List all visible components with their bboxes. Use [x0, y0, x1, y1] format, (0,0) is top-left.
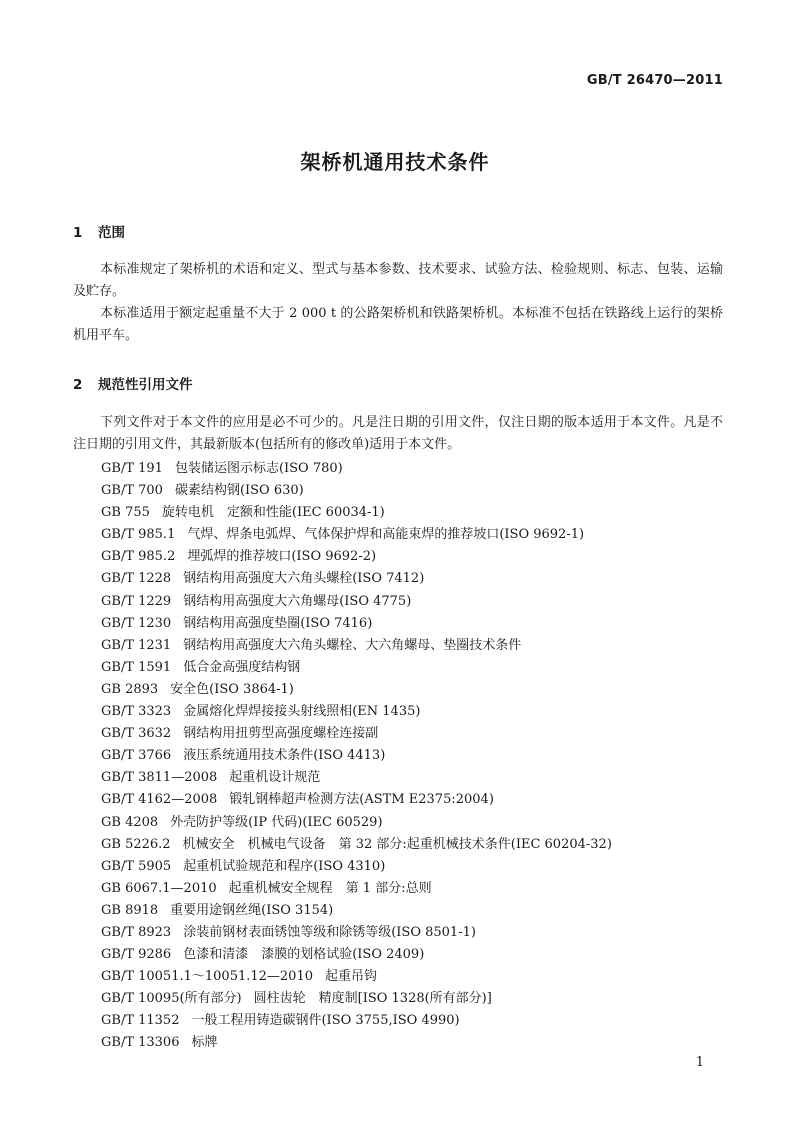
reference-title: 钢结构用高强度大六角头螺栓(ISO 7412) [183, 571, 425, 587]
section-2-title: 规范性引用文件 [98, 377, 193, 393]
reference-item [101, 502, 612, 524]
reference-item [101, 966, 612, 988]
reference-item [101, 812, 612, 834]
reference-code: GB/T 8923 [101, 924, 172, 940]
reference-code: GB 755 [101, 505, 150, 521]
reference-code: GB/T 11352 [101, 1013, 180, 1029]
reference-code: GB 4208 [101, 814, 159, 830]
reference-title: 锻轧钢棒超声检测方法(ASTM E2375:2004) [229, 792, 494, 808]
reference-item [101, 745, 612, 767]
reference-item [101, 591, 612, 613]
reference-code: GB/T 4162—2008 [101, 792, 218, 808]
reference-code: GB/T 700 [101, 483, 163, 499]
reference-item [101, 988, 612, 1010]
section-1-paragraph-1: 本标准规定了架桥机的术语和定义、型式与基本参数、技术要求、试验方法、检验规则、标志、包装、运输及贮存。 [73, 262, 723, 299]
reference-title: 圆柱齿轮 精度制[ISO 1328(所有部分)] [253, 991, 492, 1007]
reference-code: GB/T 1231 [101, 637, 172, 653]
reference-code: GB 5226.2 [101, 836, 171, 852]
reference-item [101, 789, 612, 811]
reference-code: GB/T 10095(所有部分) [101, 991, 242, 1007]
reference-code: GB/T 985.2 [101, 549, 176, 565]
reference-title: 外壳防护等级(IP 代码)(IEC 60529) [170, 814, 383, 830]
reference-title: 涂装前钢材表面锈蚀等级和除锈等级(ISO 8501-1) [183, 924, 476, 940]
reference-item [101, 701, 612, 723]
reference-title: 色漆和清漆 漆膜的划格试验(ISO 2409) [183, 947, 425, 963]
reference-title: 起重机试验规范和程序(ISO 4310) [183, 858, 386, 874]
reference-code: GB/T 3632 [101, 726, 172, 742]
reference-code: GB 2893 [101, 681, 159, 697]
reference-code: GB/T 3323 [101, 704, 172, 720]
reference-item [101, 546, 612, 568]
section-1-number: 1 [73, 225, 83, 241]
reference-code: GB/T 5905 [101, 858, 172, 874]
reference-code: GB/T 10051.1～10051.12—2010 [101, 969, 313, 985]
reference-title: 一般工程用铸造碳钢件(ISO 3755,ISO 4990) [191, 1013, 460, 1029]
reference-code: GB/T 191 [101, 461, 163, 476]
reference-title: 碳素结构钢(ISO 630) [174, 483, 304, 499]
reference-title: 旋转电机 定额和性能(IEC 60034-1) [161, 505, 385, 521]
reference-code: GB/T 3766 [101, 748, 172, 764]
reference-code: GB 8918 [101, 902, 159, 918]
reference-item [101, 856, 612, 878]
reference-title: 钢结构用高强度大六角头螺栓、大六角螺母、垫圈技术条件 [183, 637, 522, 653]
reference-item [101, 834, 612, 856]
reference-code: GB/T 985.1 [101, 527, 176, 543]
reference-title: 液压系统通用技术条件(ISO 4413) [183, 748, 386, 764]
reference-code: GB/T 1591 [101, 659, 172, 675]
section-1-title: 范围 [98, 225, 125, 241]
reference-code: GB/T 1228 [101, 571, 172, 587]
section-2-number: 2 [73, 377, 83, 393]
reference-title: 安全色(ISO 3864-1) [170, 681, 294, 697]
reference-title: 重要用途钢丝绳(ISO 3154) [170, 902, 334, 918]
reference-item [101, 900, 612, 922]
reference-code: GB/T 9286 [101, 947, 172, 963]
reference-item [101, 480, 612, 502]
standard-code: GB/T 26470—2011 [586, 73, 723, 88]
reference-code: GB/T 1229 [101, 593, 172, 609]
reference-item [101, 767, 612, 789]
reference-title: 钢结构用高强度大六角螺母(ISO 4775) [183, 593, 412, 609]
reference-title: 起重机械安全规程 第 1 部分:总则 [228, 880, 432, 896]
reference-title: 低合金高强度结构钢 [183, 659, 301, 675]
reference-title: 起重机设计规范 [229, 770, 321, 786]
reference-title: 埋弧焊的推荐坡口(ISO 9692-2) [187, 549, 377, 565]
section-1-heading [73, 221, 125, 241]
reference-title: 钢结构用扭剪型高强度螺栓连接副 [183, 726, 379, 742]
reference-title: 气焊、焊条电弧焊、气体保护焊和高能束焊的推荐坡口(ISO 9692-1) [187, 527, 585, 543]
reference-title: 标牌 [191, 1035, 218, 1051]
reference-code: GB/T 3811—2008 [101, 770, 218, 786]
reference-item [101, 1010, 612, 1032]
reference-title: 起重吊钩 [325, 969, 378, 985]
section-2-intro: 下列文件对于本文件的应用是必不可少的。凡是注日期的引用文件，仅注日期的版本适用于本文件。凡是不注日期的引用文件，其最新版本(包括所有的修改单)适用于本文件。 [73, 415, 723, 452]
section-2-heading [73, 373, 193, 393]
reference-title: 钢结构用高强度垫圈(ISO 7416) [183, 615, 373, 631]
reference-list [101, 458, 612, 1055]
reference-item [101, 613, 612, 635]
page-number: 1 [695, 1055, 704, 1070]
reference-item [101, 458, 612, 480]
reference-item [101, 568, 612, 590]
reference-item [101, 944, 612, 966]
reference-code: GB/T 1230 [101, 615, 172, 631]
reference-item [101, 657, 612, 679]
reference-item [101, 723, 612, 745]
reference-title: 机械安全 机械电气设备 第 32 部分:起重机械技术条件(IEC 60204-32) [182, 836, 612, 852]
reference-item [101, 635, 612, 657]
reference-title: 金属熔化焊焊接接头射线照相(EN 1435) [183, 704, 421, 720]
reference-item [101, 524, 612, 546]
reference-item [101, 679, 612, 701]
document-title: 架桥机通用技术条件 [300, 150, 490, 174]
reference-item [101, 878, 612, 900]
reference-title: 包装储运图示标志(ISO 780) [174, 461, 343, 476]
reference-code: GB 6067.1—2010 [101, 880, 217, 896]
reference-item [101, 1032, 612, 1054]
reference-item [101, 922, 612, 944]
reference-code: GB/T 13306 [101, 1035, 180, 1051]
section-1-paragraph-2: 本标准适用于额定起重量不大于 2 000 t 的公路架桥机和铁路架桥机。本标准不包括在铁路线上运行的架桥机用平车。 [73, 306, 723, 343]
